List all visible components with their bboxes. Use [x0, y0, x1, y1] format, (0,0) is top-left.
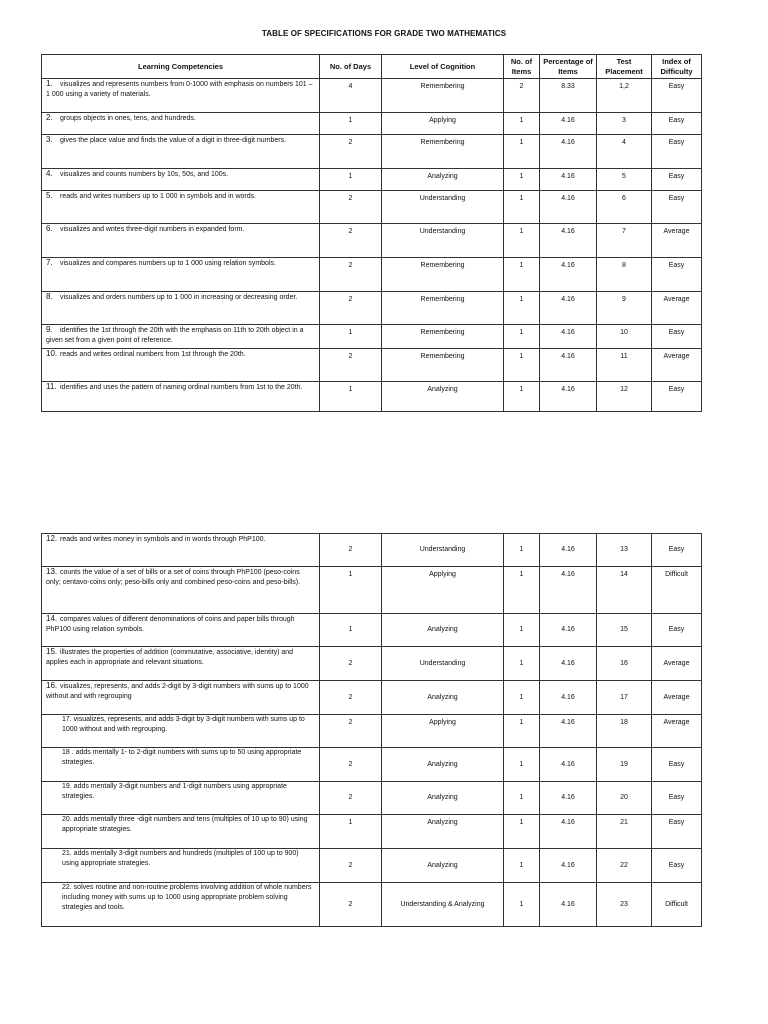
table-row: [42, 191, 702, 224]
items-cell: 1: [504, 325, 540, 349]
items-cell: 1: [504, 614, 540, 647]
placement-cell: 16: [597, 647, 652, 681]
percentage-cell: 4.16: [540, 748, 597, 782]
competency-number: 10.: [46, 349, 58, 358]
placement-cell: 23: [597, 883, 652, 927]
cognition-cell: Remembering: [382, 292, 504, 325]
days-cell: 1: [320, 113, 382, 135]
competency-text: visualizes and compares numbers up to 1 000 using relation symbols.: [60, 260, 276, 267]
competency-number: 11.: [46, 382, 57, 391]
cognition-cell: Understanding & Analyzing: [382, 883, 504, 927]
competency-text: gives the place value and finds the value of a digit in three-digit numbers.: [60, 137, 287, 144]
cognition-cell: Analyzing: [382, 382, 504, 412]
specifications-table-part-2: [41, 533, 702, 927]
competency-text: 22. solves routine and non-routine problems involving addition of whole numbers including money with sums up to 1000 using appropriate problem solving strategies and tools.: [62, 884, 312, 911]
competency-cell: [42, 883, 320, 927]
items-cell: 1: [504, 534, 540, 567]
difficulty-cell: Easy: [652, 258, 702, 292]
competency-text: compares values of different denominations of coins and paper bills through PhP100 using relation symbols.: [46, 616, 295, 633]
table-row: [42, 292, 702, 325]
table-row: [42, 681, 702, 715]
competency-cell: [42, 349, 320, 382]
competency-cell: [42, 614, 320, 647]
placement-cell: 18: [597, 715, 652, 748]
table-row: [42, 224, 702, 258]
difficulty-cell: Easy: [652, 169, 702, 191]
competency-cell: [42, 113, 320, 135]
header-competencies: Learning Competencies: [42, 55, 320, 79]
competency-cell: [42, 79, 320, 113]
competency-cell: [42, 169, 320, 191]
days-cell: 1: [320, 325, 382, 349]
items-cell: 1: [504, 113, 540, 135]
header-cognition: Level of Cognition: [382, 55, 504, 79]
competency-cell: [42, 258, 320, 292]
difficulty-cell: Easy: [652, 748, 702, 782]
competency-cell: [42, 325, 320, 349]
placement-cell: 1,2: [597, 79, 652, 113]
items-cell: 1: [504, 135, 540, 169]
competency-text: 17. visualizes, represents, and adds 3-digit by 3-digit numbers with sums up to 1000 without and with regrouping.: [62, 716, 305, 733]
table-row: [42, 258, 702, 292]
difficulty-cell: Difficult: [652, 567, 702, 614]
days-cell: 1: [320, 614, 382, 647]
header-days: No. of Days: [320, 55, 382, 79]
percentage-cell: 4.16: [540, 191, 597, 224]
days-cell: 1: [320, 567, 382, 614]
competency-text: 19. adds mentally 3-digit numbers and 1-digit numbers using appropriate strategies.: [62, 783, 287, 800]
competency-number: 9.: [46, 325, 53, 334]
competency-text: 20. adds mentally three -digit numbers and tens (multiples of 10 up to 90) using appropriate strategies.: [62, 816, 308, 833]
days-cell: 2: [320, 135, 382, 169]
table-row: [42, 113, 702, 135]
placement-cell: 15: [597, 614, 652, 647]
competency-cell: [42, 681, 320, 715]
placement-cell: 8: [597, 258, 652, 292]
difficulty-cell: Easy: [652, 135, 702, 169]
items-cell: 1: [504, 349, 540, 382]
table-row: [42, 748, 702, 782]
days-cell: 2: [320, 191, 382, 224]
table-row: [42, 614, 702, 647]
competency-cell: [42, 849, 320, 883]
table-row: [42, 169, 702, 191]
items-cell: 1: [504, 224, 540, 258]
items-cell: 1: [504, 647, 540, 681]
percentage-cell: 4.16: [540, 715, 597, 748]
difficulty-cell: Easy: [652, 325, 702, 349]
competency-cell: [42, 815, 320, 849]
competency-cell: [42, 782, 320, 815]
placement-cell: 4: [597, 135, 652, 169]
competency-cell: [42, 748, 320, 782]
difficulty-cell: Easy: [652, 113, 702, 135]
placement-cell: 11: [597, 349, 652, 382]
table-row: [42, 647, 702, 681]
table-row: [42, 382, 702, 412]
table-row: [42, 715, 702, 748]
placement-cell: 10: [597, 325, 652, 349]
cognition-cell: Analyzing: [382, 681, 504, 715]
percentage-cell: 4.16: [540, 883, 597, 927]
competency-number: 5.: [46, 191, 53, 200]
items-cell: 1: [504, 169, 540, 191]
cognition-cell: Understanding: [382, 191, 504, 224]
cognition-cell: Applying: [382, 113, 504, 135]
document-title: TABLE OF SPECIFICATIONS FOR GRADE TWO MATHEMATICS: [261, 29, 507, 38]
placement-cell: 17: [597, 681, 652, 715]
cognition-cell: Applying: [382, 567, 504, 614]
table-row: [42, 534, 702, 567]
percentage-cell: 4.16: [540, 815, 597, 849]
cognition-cell: Remembering: [382, 349, 504, 382]
placement-cell: 20: [597, 782, 652, 815]
table-row: [42, 883, 702, 927]
competency-number: 6.: [46, 224, 53, 233]
competency-number: 1.: [46, 79, 53, 88]
percentage-cell: 4.16: [540, 849, 597, 883]
cognition-cell: Analyzing: [382, 614, 504, 647]
competency-number: 7.: [46, 258, 53, 267]
days-cell: 2: [320, 681, 382, 715]
days-cell: 2: [320, 647, 382, 681]
competency-text: 18 . adds mentally 1- to 2-digit numbers with sums up to 50 using appropriate strategies.: [62, 749, 302, 766]
difficulty-cell: Average: [652, 715, 702, 748]
competency-text: 21. adds mentally 3-digit numbers and hundreds (multiples of 100 up to 900) using appropriate strategies.: [62, 850, 299, 867]
table-row: [42, 349, 702, 382]
cognition-cell: Remembering: [382, 258, 504, 292]
days-cell: 1: [320, 382, 382, 412]
percentage-cell: 4.16: [540, 681, 597, 715]
percentage-cell: 4.16: [540, 614, 597, 647]
table-row: [42, 325, 702, 349]
days-cell: 2: [320, 849, 382, 883]
percentage-cell: 4.16: [540, 567, 597, 614]
difficulty-cell: Average: [652, 349, 702, 382]
difficulty-cell: Average: [652, 292, 702, 325]
competency-number: 13.: [46, 567, 58, 576]
competency-number: 12.: [46, 534, 58, 543]
placement-cell: 22: [597, 849, 652, 883]
cognition-cell: Understanding: [382, 647, 504, 681]
competency-text: illustrates the properties of addition (commutative, associative, identity) and applies each in appropriate and relevant situations.: [46, 649, 294, 666]
competency-cell: [42, 647, 320, 681]
header-items: No. of Items: [504, 55, 540, 79]
cognition-cell: Analyzing: [382, 849, 504, 883]
competency-number: 2.: [46, 113, 53, 122]
competency-text: reads and writes numbers up to 1 000 in symbols and in words.: [60, 193, 257, 200]
placement-cell: 6: [597, 191, 652, 224]
items-cell: 1: [504, 815, 540, 849]
table-row: [42, 79, 702, 113]
days-cell: 1: [320, 815, 382, 849]
percentage-cell: 4.16: [540, 782, 597, 815]
days-cell: 2: [320, 782, 382, 815]
competency-text: visualizes and counts numbers by 10s, 50s, and 100s.: [60, 171, 229, 178]
header-row: [42, 55, 702, 79]
cognition-cell: Analyzing: [382, 748, 504, 782]
items-cell: 1: [504, 715, 540, 748]
days-cell: 2: [320, 292, 382, 325]
cognition-cell: Analyzing: [382, 815, 504, 849]
days-cell: 2: [320, 748, 382, 782]
table-row: [42, 815, 702, 849]
table-row: [42, 782, 702, 815]
competency-text: visualizes and writes three-digit numbers in expanded form.: [60, 226, 245, 233]
difficulty-cell: Easy: [652, 815, 702, 849]
percentage-cell: 4.16: [540, 325, 597, 349]
difficulty-cell: Average: [652, 647, 702, 681]
days-cell: 1: [320, 169, 382, 191]
difficulty-cell: Easy: [652, 534, 702, 567]
items-cell: 1: [504, 292, 540, 325]
days-cell: 2: [320, 258, 382, 292]
difficulty-cell: Average: [652, 681, 702, 715]
competency-cell: [42, 534, 320, 567]
cognition-cell: Analyzing: [382, 782, 504, 815]
cognition-cell: Understanding: [382, 224, 504, 258]
percentage-cell: 4.16: [540, 258, 597, 292]
competency-number: 15.: [46, 647, 58, 656]
days-cell: 2: [320, 534, 382, 567]
difficulty-cell: Easy: [652, 382, 702, 412]
cognition-cell: Remembering: [382, 135, 504, 169]
placement-cell: 14: [597, 567, 652, 614]
items-cell: 1: [504, 681, 540, 715]
cognition-cell: Applying: [382, 715, 504, 748]
items-cell: 1: [504, 782, 540, 815]
placement-cell: 13: [597, 534, 652, 567]
table-row: [42, 849, 702, 883]
difficulty-cell: Easy: [652, 614, 702, 647]
competency-text: groups objects in ones, tens, and hundreds.: [60, 115, 196, 122]
competency-cell: [42, 191, 320, 224]
table-row: [42, 567, 702, 614]
competency-number: 4.: [46, 169, 53, 178]
competency-cell: [42, 382, 320, 412]
items-cell: 1: [504, 258, 540, 292]
cognition-cell: Remembering: [382, 325, 504, 349]
difficulty-cell: Easy: [652, 191, 702, 224]
difficulty-cell: Easy: [652, 79, 702, 113]
competency-text: reads and writes money in symbols and in words through PhP100.: [60, 536, 266, 543]
days-cell: 2: [320, 883, 382, 927]
placement-cell: 3: [597, 113, 652, 135]
competency-number: 3.: [46, 135, 53, 144]
header-placement: Test Placement: [597, 55, 652, 79]
placement-cell: 21: [597, 815, 652, 849]
competency-text: visualizes and orders numbers up to 1 000 in increasing or decreasing order.: [60, 294, 298, 301]
placement-cell: 7: [597, 224, 652, 258]
percentage-cell: 4.16: [540, 647, 597, 681]
items-cell: 1: [504, 883, 540, 927]
percentage-cell: 4.16: [540, 224, 597, 258]
competency-number: 8.: [46, 292, 53, 301]
competency-cell: [42, 224, 320, 258]
percentage-cell: 4.16: [540, 169, 597, 191]
items-cell: 1: [504, 748, 540, 782]
placement-cell: 5: [597, 169, 652, 191]
competency-cell: [42, 292, 320, 325]
specifications-table-part-1: [41, 54, 702, 412]
header-difficulty: Index of Difficulty: [652, 55, 702, 79]
days-cell: 2: [320, 349, 382, 382]
percentage-cell: 4.16: [540, 292, 597, 325]
competency-text: identifies the 1st through the 20th with the emphasis on 11th to 20th object in a given set from a given point of reference.: [46, 327, 304, 344]
competency-number: 16.: [46, 681, 58, 690]
competency-cell: [42, 567, 320, 614]
percentage-cell: 4.16: [540, 534, 597, 567]
days-cell: 2: [320, 715, 382, 748]
competency-text: visualizes and represents numbers from 0-1000 with emphasis on numbers 101 – 1 000 using a variety of materials.: [46, 81, 313, 98]
items-cell: 1: [504, 567, 540, 614]
percentage-cell: 4.16: [540, 382, 597, 412]
competency-text: visualizes, represents, and adds 2-digit by 3-digit numbers with sums up to 1000 without and with regrouping: [46, 683, 309, 700]
difficulty-cell: Easy: [652, 782, 702, 815]
table-row: [42, 135, 702, 169]
difficulty-cell: Difficult: [652, 883, 702, 927]
competency-cell: [42, 135, 320, 169]
placement-cell: 19: [597, 748, 652, 782]
difficulty-cell: Easy: [652, 849, 702, 883]
competency-text: identifies and uses the pattern of naming ordinal numbers from 1st to the 20th.: [60, 384, 303, 391]
competency-text: reads and writes ordinal numbers from 1st through the 20th.: [60, 351, 246, 358]
cognition-cell: Understanding: [382, 534, 504, 567]
days-cell: 4: [320, 79, 382, 113]
difficulty-cell: Average: [652, 224, 702, 258]
days-cell: 2: [320, 224, 382, 258]
percentage-cell: 8.33: [540, 79, 597, 113]
items-cell: 1: [504, 382, 540, 412]
competency-number: 14.: [46, 614, 58, 623]
items-cell: 2: [504, 79, 540, 113]
competency-text: counts the value of a set of bills or a set of coins through PhP100 (peso-coins only; centavo-coins only; peso-bills only and combined peso-coins and peso-bills).: [46, 569, 301, 586]
percentage-cell: 4.16: [540, 135, 597, 169]
header-percentage: Percentage of Items: [540, 55, 597, 79]
placement-cell: 9: [597, 292, 652, 325]
cognition-cell: Analyzing: [382, 169, 504, 191]
percentage-cell: 4.16: [540, 113, 597, 135]
cognition-cell: Remembering: [382, 79, 504, 113]
competency-cell: [42, 715, 320, 748]
percentage-cell: 4.16: [540, 349, 597, 382]
items-cell: 1: [504, 849, 540, 883]
items-cell: 1: [504, 191, 540, 224]
placement-cell: 12: [597, 382, 652, 412]
